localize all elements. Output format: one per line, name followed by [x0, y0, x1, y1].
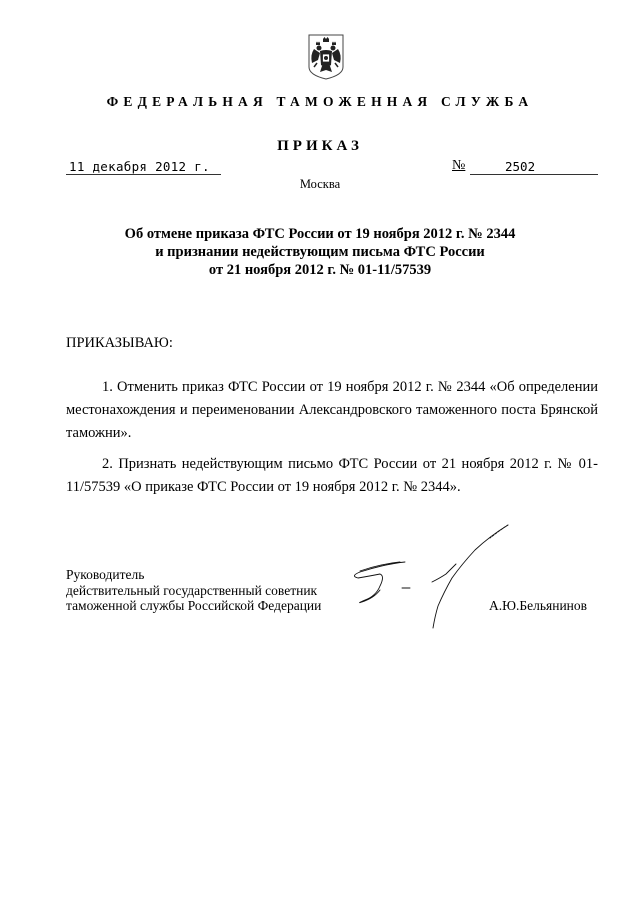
number-label: № [452, 158, 466, 173]
agency-name: ФЕДЕРАЛЬНАЯ ТАМОЖЕННАЯ СЛУЖБА [106, 94, 534, 109]
order-directive: ПРИКАЗЫВАЮ: [66, 335, 173, 351]
title-line: от 21 ноября 2012 г. № 01-11/57539 [208, 262, 432, 278]
paragraph-2: 2. Признать недействующим письмо ФТС России от 21 ноября 2012 г. № 01-11/57539 «О приказе ФТС России от 19 ноября 2012 г. № 2344». [66, 456, 598, 495]
document-title [60, 225, 580, 279]
signer-position-line: действительный государственный советник [66, 582, 318, 598]
title-line: Об отмене приказа ФТС России от 19 ноября 2012 г. № 2344 [124, 226, 516, 242]
order-date: 11 декабря 2012 г. [66, 159, 221, 175]
document-type: ПРИКАЗ [277, 138, 363, 154]
coat-of-arms-icon [306, 33, 346, 81]
paragraph-1: 1. Отменить приказ ФТС России от 19 ноября 2012 г. № 2344 «Об определении местонахождения и переименовании Александровского таможенного поста Брянской таможни». [66, 379, 598, 441]
signer-position-line: Руководитель [66, 567, 145, 582]
order-number: 2502 [470, 159, 598, 175]
signer-position [66, 567, 321, 614]
title-line: и признании недействующим письма ФТС России [155, 244, 485, 260]
signer-name: А.Ю.Бельянинов [489, 598, 588, 613]
signer-position-line: таможенной службы Российской Федерации [66, 598, 322, 613]
city: Москва [299, 177, 341, 191]
